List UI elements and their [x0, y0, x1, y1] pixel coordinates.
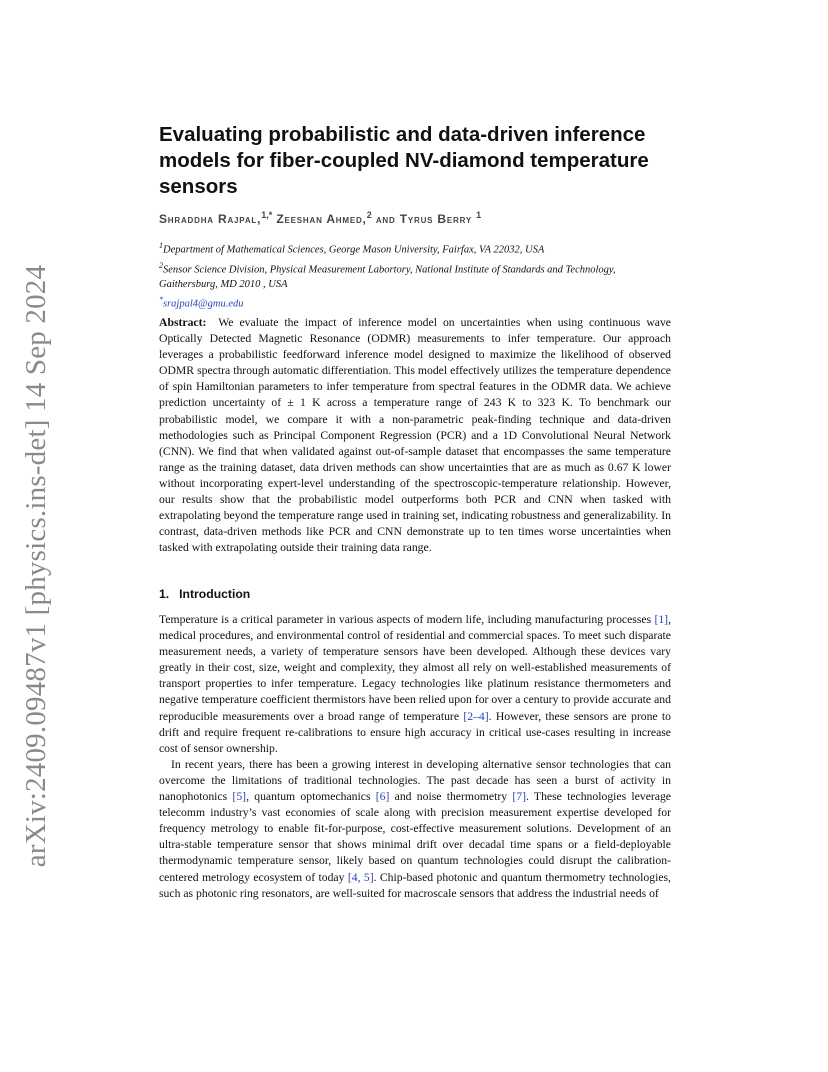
email-link[interactable]: srajpal4@gmu.edu	[163, 298, 244, 310]
paragraph-text: . However, these sensors are prone to drift and require frequent re-calibrations to ensure high accuracy in critical use-cases resulting in increase cost of sensor ownership.	[159, 709, 671, 755]
citation-link[interactable]: [2–4]	[463, 709, 489, 723]
abstract	[159, 315, 671, 556]
abstract-text: We evaluate the impact of inference model on uncertainties when using continuous wave Optically Detected Magnetic Resonance (ODMR) measurements to infer temperature. Our approach leverages a probabilistic feedforward inference model designed to maximize the likelihood of observed ODMR spectra through automatic differentiation. This model effectively utilizes the temperature dependence of spin Hamiltonian parameters to infer temperature from spectral features in the ODMR data. We achieve prediction uncertainty of ± 1 K across a temperature range of 243 K to 323 K. To benchmark our probabilistic model, we compare it with a non-parametric peak-finding technique and data-driven methodologies such as Principal Component Regression (PCR) and a 1D Convolutional Neural Network (CNN). We find that when validated against out-of-sample dataset that encompasses the same temperature range as the training dataset, data driven methods can show uncertainties that are as much as 0.67 K lower without incorporating expert-level understanding of the spectroscopic-temperature relationship. However, our results show that the probabilistic model outperforms both PCR and CNN when tasked with extrapolating beyond the temperature range used in training set, indicating robustness and generalizability. In contrast, data-driven methods like PCR and CNN demonstrate up to ten times worse uncertainties when tasked with extrapolating outside their training data range.	[159, 316, 671, 555]
paragraph-text: . Chip-based photonic and quantum thermometry technologies, such as photonic ring resonators, are well-suited for macroscale sensors that address the industrial needs of	[159, 870, 671, 900]
affiliation-text: Sensor Science Division, Physical Measurement Labortory, National Institute of Standards and Technology, Gaithersburg, MD 2010 , USA	[159, 264, 616, 290]
citation-link[interactable]: [1]	[654, 613, 669, 626]
affiliation-mark: 2	[159, 260, 163, 270]
author-name: and Tyrus Berry	[375, 212, 473, 226]
email-mark: *	[159, 295, 163, 304]
section-title: Introduction	[179, 587, 251, 601]
corresponding-email	[159, 292, 671, 312]
paragraph	[159, 612, 671, 757]
section-heading-introduction	[159, 587, 671, 601]
author-list	[159, 210, 671, 226]
author-name: Zeeshan Ahmed,	[276, 212, 367, 226]
paragraph-text: , quantum optomechanics	[246, 790, 376, 804]
affiliation-1	[159, 238, 671, 258]
paragraph-text: Temperature is a critical parameter in various aspects of modern life, including manufacturing processes	[159, 613, 655, 626]
paragraph-text: . These technologies leverage telecomm industry’s vast economies of scale along with precision measurement expertise developed for frequency metrology to enable fit-for-purpose, cost-effective measurement solutions. Development of an ultra-stable temperature sensor that shows minimal drift over decadal time spans or a field-deployable thermodynamic temperature sensor, likely based on quantum technologies could disrupt the calibration-centered metrology ecosystem of today	[159, 790, 671, 884]
citation-link[interactable]: [4, 5]	[347, 870, 374, 884]
affiliations	[159, 238, 671, 312]
section-number: 1.	[159, 587, 170, 601]
affiliation-mark: 1	[159, 241, 163, 250]
paper-title: Evaluating probabilistic and data-driven inference models for fiber-coupled NV-diamond temperature sensors	[159, 123, 649, 198]
author-affiliation-mark: 2	[366, 210, 372, 220]
paragraph-text: and noise thermometry	[389, 790, 513, 804]
paragraph-text: In recent years, there has been a growing interest in developing alternative sensor technologies that can overcome the limitations of traditional technologies. The past decade has seen a burst of activity in nanophotonics	[159, 757, 671, 804]
arxiv-identifier-stamp	[19, 264, 52, 868]
author-affiliation-mark: 1,*	[261, 210, 273, 220]
citation-link[interactable]: [5]	[232, 790, 247, 804]
author-affiliation-mark: 1	[476, 210, 482, 220]
citation-link[interactable]: [7]	[512, 790, 526, 804]
introduction-body	[159, 612, 671, 902]
citation-link[interactable]: [6]	[375, 790, 390, 804]
abstract-label: Abstract:	[159, 316, 207, 329]
affiliation-text: Department of Mathematical Sciences, George Mason University, Fairfax, VA 22032, USA	[163, 244, 545, 256]
affiliation-2	[159, 258, 671, 293]
paragraph	[159, 757, 671, 902]
author-name: Shraddha Rajpal,	[159, 212, 262, 226]
arxiv-identifier-text: arXiv:2409.09487v1 [physics.ins-det] 14 Sep 2024	[19, 264, 52, 868]
paragraph-text: , medical procedures, and environmental control of residential and commercial spaces. To meet such disparate measurement needs, a variety of temperature sensors have been developed. Although these devices vary greatly in their cost, size, weight and complexity, they almost all rely on well-established measurements of transport properties to infer temperature. Legacy technologies like platinum resistance thermometers and negative temperature coefficient thermistors have been relied upon for over a century to provide accurate and reproducible measurements over a broad range of temperature	[159, 613, 671, 723]
